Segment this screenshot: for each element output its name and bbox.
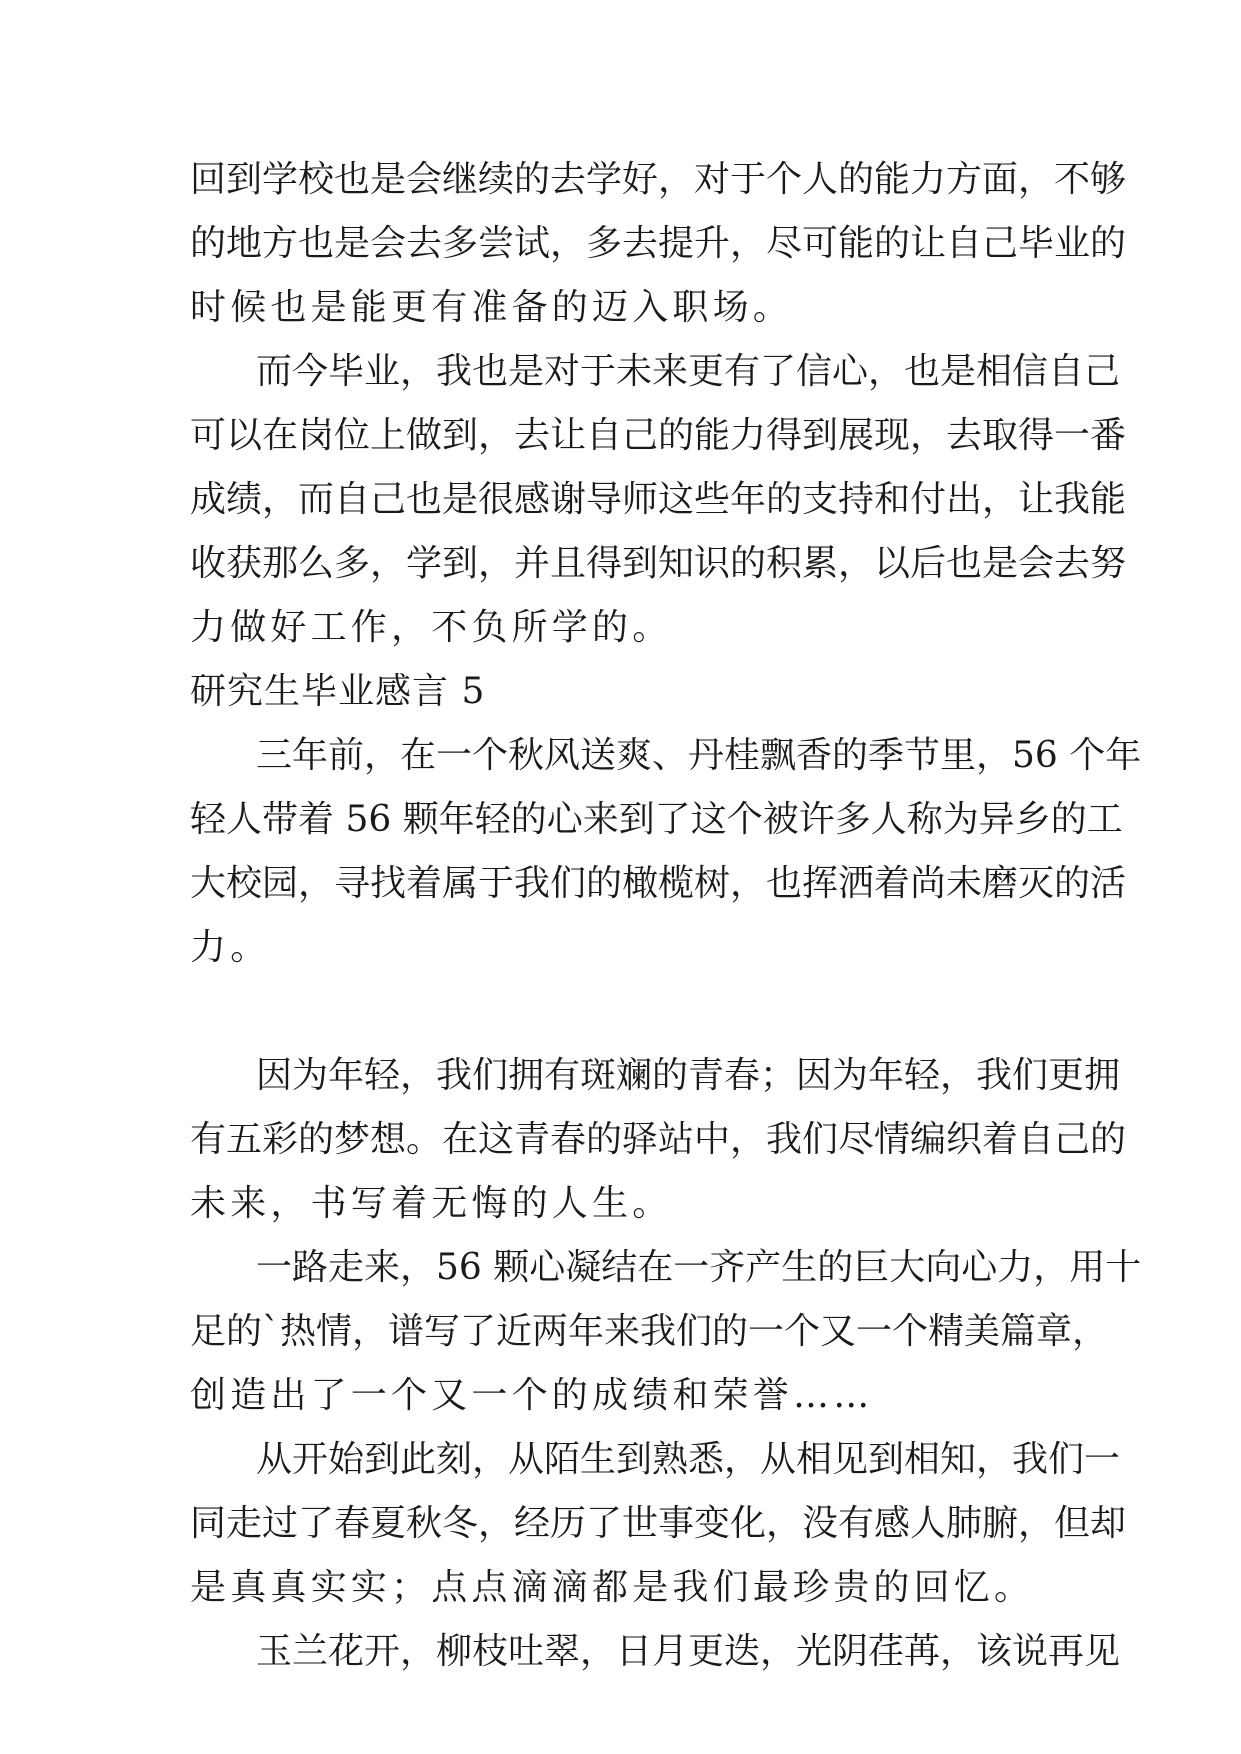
paragraph <box>190 148 1127 340</box>
text-line: 有五彩的梦想。在这青春的驿站中，我们尽情编织着自己的 <box>190 1119 1127 1160</box>
text-line: 力。 <box>190 927 271 968</box>
section-heading: 研究生毕业感言 5 <box>190 671 486 712</box>
paragraph <box>190 1428 1127 1620</box>
paragraph <box>190 1044 1127 1236</box>
text-line: 足的`热情，谱写了近两年来我们的一个又一个精美篇章， <box>190 1311 1109 1352</box>
text-line: 从开始到此刻，从陌生到熟悉，从相见到相知，我们一 <box>256 1439 1121 1480</box>
text-line: 力做好工作，不负所学的。 <box>190 607 673 648</box>
text-line: 的地方也是会去多尝试，多去提升，尽可能的让自己毕业的 <box>190 223 1127 264</box>
text-line: 而今毕业，我也是对于未来更有了信心，也是相信自己 <box>256 351 1121 392</box>
text-line: 时候也是能更有准备的迈入职场。 <box>190 287 794 328</box>
text-line: 一路走来，56 颗心凝结在一齐产生的巨大向心力，用十 <box>256 1247 1142 1288</box>
text-line: 玉兰花开，柳枝吐翠，日月更迭，光阴荏苒，该说再见 <box>256 1631 1121 1672</box>
text-line: 未来，书写着无悔的人生。 <box>190 1183 673 1224</box>
text-line: 三年前，在一个秋风送爽、丹桂飘香的季节里，56 个年 <box>256 735 1142 776</box>
text-line: 成绩，而自己也是很感谢导师这些年的支持和付出，让我能 <box>190 479 1127 520</box>
text-line: 是真真实实；点点滴滴都是我们最珍贵的回忆。 <box>190 1567 1035 1608</box>
paragraph <box>190 340 1127 660</box>
text-line: 轻人带着 56 颗年轻的心来到了这个被许多人称为异乡的工 <box>190 799 1123 840</box>
paragraph <box>190 724 1142 980</box>
text-line: 因为年轻，我们拥有斑斓的青春；因为年轻，我们更拥 <box>256 1055 1121 1096</box>
document-page <box>190 148 1142 1684</box>
text-line: 回到学校也是会继续的去学好，对于个人的能力方面，不够 <box>190 159 1127 200</box>
text-line: 大校园，寻找着属于我们的橄榄树，也挥洒着尚未磨灭的活 <box>190 863 1127 904</box>
text-line: 收获那么多，学到，并且得到知识的积累，以后也是会去努 <box>190 543 1127 584</box>
text-line: 创造出了一个又一个的成绩和荣誉…… <box>190 1375 874 1416</box>
paragraph <box>190 1620 1121 1684</box>
blank-line <box>190 980 1050 1044</box>
text-line: 同走过了春夏秋冬，经历了世事变化，没有感人肺腑，但却 <box>190 1503 1127 1544</box>
paragraph <box>190 1236 1142 1428</box>
text-line: 可以在岗位上做到，去让自己的能力得到展现，去取得一番 <box>190 415 1127 456</box>
